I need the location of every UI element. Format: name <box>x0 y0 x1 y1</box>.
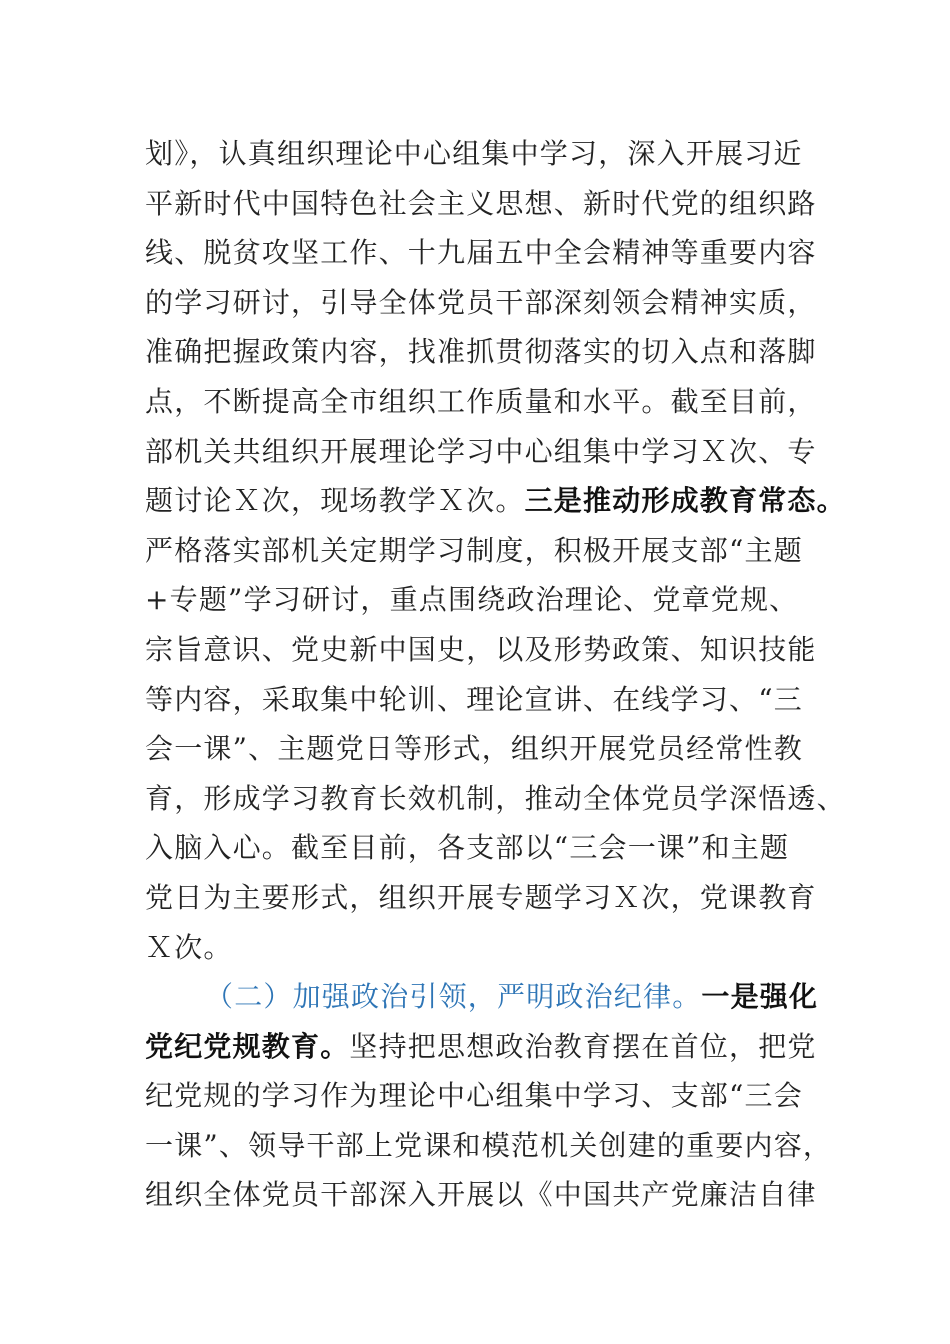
text-run: 党日为主要形式，组织开展专题学习Ｘ次，党课教育 <box>145 880 817 914</box>
text-run: 点，不断提高全市组织工作质量和水平。截至目前， <box>145 384 817 418</box>
text-line <box>145 873 835 923</box>
text-run: 入脑入心。截至目前，各支部以“三会一课”和主题 <box>145 831 790 865</box>
text-run: 的学习研讨，引导全体党员干部深刻领会精神实质， <box>145 285 817 319</box>
text-run: 准确把握政策内容，找准抓贯彻落实的切入点和落脚 <box>145 335 817 369</box>
text-run: 划》，认真组织理论中心组集中学习，深入开展习近 <box>145 137 803 170</box>
text-line <box>145 427 835 477</box>
document-body <box>145 129 846 1220</box>
text-line <box>145 129 835 179</box>
text-run: 会一课”、主题党日等形式，组织开展党员经常性教 <box>145 732 803 766</box>
bold-lead-sentence: 党纪党规教育。 <box>145 1029 350 1063</box>
text-line <box>145 526 835 576</box>
text-line <box>145 476 846 526</box>
text-line <box>145 327 835 377</box>
text-line <box>145 923 835 973</box>
text-line <box>145 675 835 725</box>
text-line <box>145 1121 835 1171</box>
section-heading: （二）加强政治引领，严明政治纪律。 <box>205 980 702 1014</box>
bold-lead-sentence: 一是强化 <box>701 980 819 1014</box>
text-line <box>145 278 835 328</box>
text-run: Ｘ次。 <box>145 930 233 964</box>
text-run: 等内容，采取集中轮训、理论宣讲、在线学习、“三 <box>145 682 803 716</box>
text-run: 宗旨意识、党史新中国史，以及形势政策、知识技能 <box>145 632 817 666</box>
text-run: 严格落实部机关定期学习制度，积极开展支部“主题 <box>145 533 803 567</box>
text-run: 平新时代中国特色社会主义思想、新时代党的组织路 <box>145 186 817 220</box>
text-line <box>145 377 835 427</box>
text-line <box>145 1170 835 1220</box>
text-run: 部机关共组织开展理论学习中心组集中学习Ｘ次、专 <box>145 434 817 468</box>
text-line <box>145 179 835 229</box>
text-line <box>145 774 846 824</box>
bold-lead-sentence: 三是推动形成教育常态。 <box>524 484 846 518</box>
text-run: 题讨论Ｘ次，现场教学Ｘ次。 <box>145 484 525 518</box>
text-run: 线、脱贫攻坚工作、十九届五中全会精神等重要内容 <box>145 236 817 270</box>
text-line <box>145 823 835 873</box>
text-line <box>145 625 835 675</box>
section-heading-line <box>145 972 835 1022</box>
text-run: 坚持把思想政治教育摆在首位，把党 <box>349 1029 817 1063</box>
text-run: 育，形成学习教育长效机制，推动全体党员学深悟透、 <box>145 781 846 815</box>
text-line <box>145 1022 835 1072</box>
text-line <box>145 1071 835 1121</box>
text-line <box>145 575 835 625</box>
text-run: 纪党规的学习作为理论中心组集中学习、支部“三会 <box>145 1079 803 1113</box>
text-run: 一课”、领导干部上党课和模范机关创建的重要内容， <box>145 1128 833 1162</box>
text-line <box>145 228 835 278</box>
text-run: +专题”学习研讨，重点围绕政治理论、党章党规、 <box>145 583 799 617</box>
text-line <box>145 724 835 774</box>
text-run: 组织全体党员干部深入开展以《中国共产党廉洁自律 <box>145 1178 817 1212</box>
